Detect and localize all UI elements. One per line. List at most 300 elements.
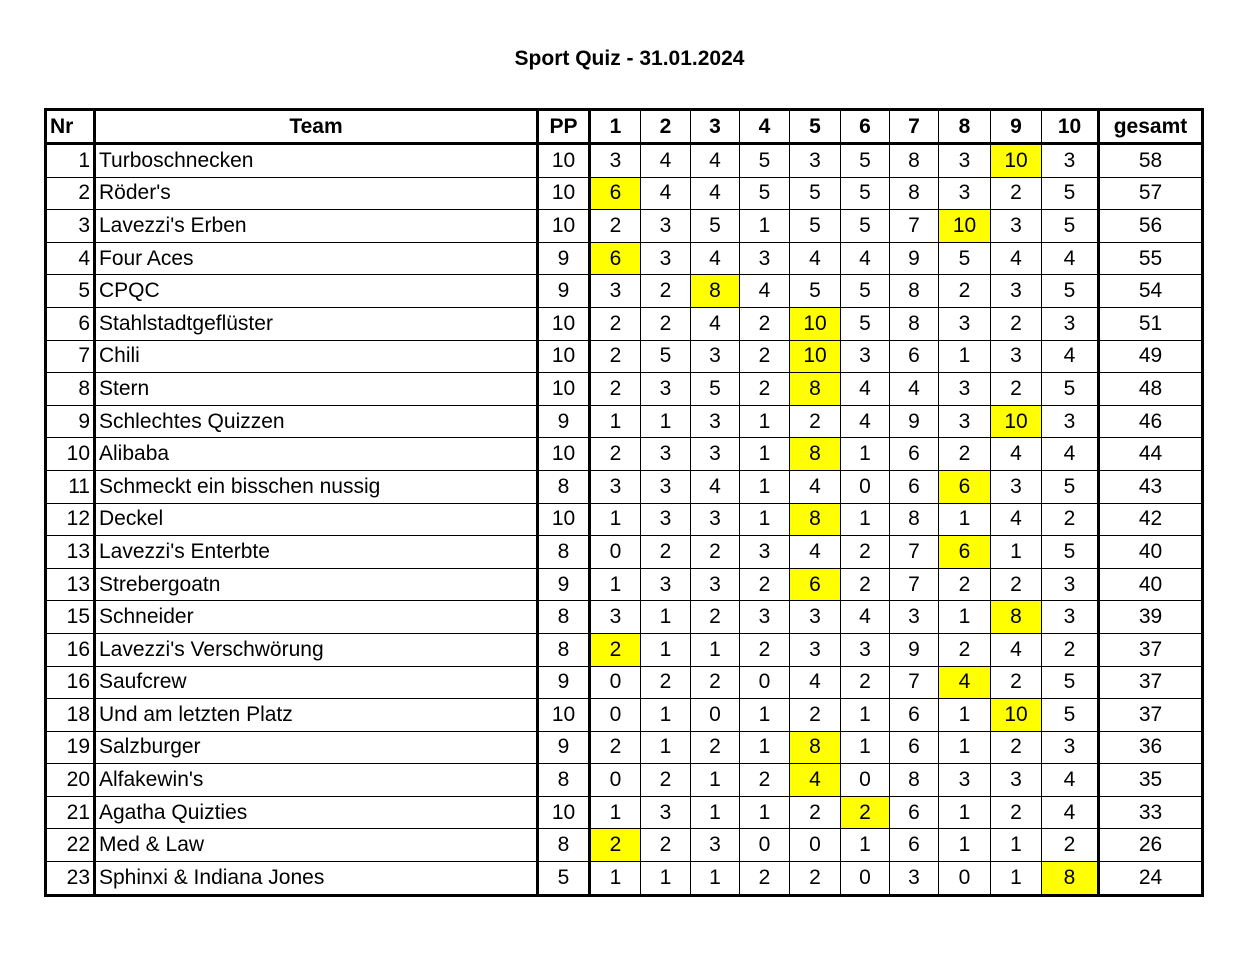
round-8-cell: 3 bbox=[939, 144, 991, 178]
pp-cell: 9 bbox=[538, 275, 590, 308]
rank-cell: 1 bbox=[46, 144, 95, 178]
round-9-cell: 1 bbox=[991, 829, 1042, 862]
round-9-cell: 10 bbox=[991, 699, 1042, 732]
round-2-cell: 2 bbox=[641, 536, 691, 569]
header-round-9: 9 bbox=[991, 110, 1042, 144]
team-name-cell: Stahlstadtgeflüster bbox=[95, 307, 538, 340]
pp-cell: 10 bbox=[538, 438, 590, 471]
round-2-cell: 2 bbox=[641, 275, 691, 308]
team-name-cell: Schneider bbox=[95, 601, 538, 634]
round-4-cell: 2 bbox=[740, 862, 790, 896]
round-4-cell: 1 bbox=[740, 470, 790, 503]
round-1-cell: 0 bbox=[590, 536, 641, 569]
round-4-cell: 1 bbox=[740, 210, 790, 243]
round-7-cell: 9 bbox=[890, 633, 939, 666]
round-8-cell: 2 bbox=[939, 633, 991, 666]
team-name-cell: Röder's bbox=[95, 177, 538, 210]
total-cell: 48 bbox=[1099, 373, 1203, 406]
round-8-cell: 1 bbox=[939, 796, 991, 829]
round-10-cell: 4 bbox=[1042, 764, 1099, 797]
round-1-cell: 3 bbox=[590, 144, 641, 178]
round-5-cell: 4 bbox=[790, 666, 841, 699]
round-1-cell: 1 bbox=[590, 405, 641, 438]
round-3-cell: 4 bbox=[691, 177, 740, 210]
round-9-cell: 4 bbox=[991, 438, 1042, 471]
pp-cell: 10 bbox=[538, 503, 590, 536]
total-cell: 26 bbox=[1099, 829, 1203, 862]
round-5-cell: 2 bbox=[790, 699, 841, 732]
round-5-cell: 2 bbox=[790, 862, 841, 896]
header-round-3: 3 bbox=[691, 110, 740, 144]
round-3-cell: 3 bbox=[691, 503, 740, 536]
team-name-cell: Four Aces bbox=[95, 242, 538, 275]
round-2-cell: 3 bbox=[641, 470, 691, 503]
round-10-cell: 8 bbox=[1042, 862, 1099, 896]
table-row bbox=[46, 633, 1203, 666]
team-name-cell: Chili bbox=[95, 340, 538, 373]
round-1-cell: 2 bbox=[590, 373, 641, 406]
pp-cell: 9 bbox=[538, 568, 590, 601]
round-6-cell: 2 bbox=[841, 666, 890, 699]
round-5-cell: 5 bbox=[790, 210, 841, 243]
round-7-cell: 8 bbox=[890, 764, 939, 797]
round-4-cell: 1 bbox=[740, 796, 790, 829]
team-name-cell: Salzburger bbox=[95, 731, 538, 764]
round-1-cell: 2 bbox=[590, 731, 641, 764]
round-6-cell: 5 bbox=[841, 307, 890, 340]
round-10-cell: 4 bbox=[1042, 438, 1099, 471]
pp-cell: 9 bbox=[538, 405, 590, 438]
round-9-cell: 3 bbox=[991, 210, 1042, 243]
round-6-cell: 5 bbox=[841, 144, 890, 178]
round-2-cell: 3 bbox=[641, 373, 691, 406]
table-row bbox=[46, 796, 1203, 829]
round-2-cell: 2 bbox=[641, 307, 691, 340]
total-cell: 49 bbox=[1099, 340, 1203, 373]
header-round-8: 8 bbox=[939, 110, 991, 144]
round-9-cell: 4 bbox=[991, 503, 1042, 536]
table-row bbox=[46, 862, 1203, 896]
round-8-cell: 10 bbox=[939, 210, 991, 243]
rank-cell: 18 bbox=[46, 699, 95, 732]
round-2-cell: 3 bbox=[641, 210, 691, 243]
round-7-cell: 6 bbox=[890, 699, 939, 732]
round-9-cell: 3 bbox=[991, 764, 1042, 797]
round-5-cell: 4 bbox=[790, 536, 841, 569]
round-4-cell: 3 bbox=[740, 536, 790, 569]
round-6-cell: 5 bbox=[841, 275, 890, 308]
round-9-cell: 2 bbox=[991, 568, 1042, 601]
pp-cell: 8 bbox=[538, 764, 590, 797]
pp-cell: 5 bbox=[538, 862, 590, 896]
header-pp: PP bbox=[538, 110, 590, 144]
round-8-cell: 1 bbox=[939, 699, 991, 732]
round-5-cell: 0 bbox=[790, 829, 841, 862]
total-cell: 54 bbox=[1099, 275, 1203, 308]
rank-cell: 20 bbox=[46, 764, 95, 797]
round-4-cell: 2 bbox=[740, 307, 790, 340]
total-cell: 24 bbox=[1099, 862, 1203, 896]
round-10-cell: 3 bbox=[1042, 405, 1099, 438]
table-row bbox=[46, 568, 1203, 601]
round-3-cell: 8 bbox=[691, 275, 740, 308]
team-name-cell: Und am letzten Platz bbox=[95, 699, 538, 732]
rank-cell: 8 bbox=[46, 373, 95, 406]
round-1-cell: 0 bbox=[590, 764, 641, 797]
round-3-cell: 1 bbox=[691, 862, 740, 896]
pp-cell: 8 bbox=[538, 829, 590, 862]
round-3-cell: 3 bbox=[691, 405, 740, 438]
round-10-cell: 5 bbox=[1042, 470, 1099, 503]
round-9-cell: 4 bbox=[991, 242, 1042, 275]
round-2-cell: 2 bbox=[641, 829, 691, 862]
round-6-cell: 4 bbox=[841, 601, 890, 634]
rank-cell: 2 bbox=[46, 177, 95, 210]
round-10-cell: 5 bbox=[1042, 666, 1099, 699]
pp-cell: 10 bbox=[538, 177, 590, 210]
round-8-cell: 3 bbox=[939, 764, 991, 797]
rank-cell: 6 bbox=[46, 307, 95, 340]
table-row bbox=[46, 731, 1203, 764]
header-round-7: 7 bbox=[890, 110, 939, 144]
rank-cell: 11 bbox=[46, 470, 95, 503]
round-9-cell: 3 bbox=[991, 275, 1042, 308]
round-8-cell: 1 bbox=[939, 503, 991, 536]
pp-cell: 8 bbox=[538, 601, 590, 634]
round-8-cell: 4 bbox=[939, 666, 991, 699]
round-3-cell: 2 bbox=[691, 731, 740, 764]
pp-cell: 8 bbox=[538, 536, 590, 569]
round-1-cell: 2 bbox=[590, 829, 641, 862]
rank-cell: 12 bbox=[46, 503, 95, 536]
round-10-cell: 5 bbox=[1042, 177, 1099, 210]
rank-cell: 5 bbox=[46, 275, 95, 308]
round-7-cell: 8 bbox=[890, 177, 939, 210]
total-cell: 40 bbox=[1099, 536, 1203, 569]
round-10-cell: 2 bbox=[1042, 503, 1099, 536]
round-8-cell: 3 bbox=[939, 373, 991, 406]
round-7-cell: 6 bbox=[890, 731, 939, 764]
rank-cell: 13 bbox=[46, 536, 95, 569]
round-8-cell: 0 bbox=[939, 862, 991, 896]
round-6-cell: 1 bbox=[841, 503, 890, 536]
round-2-cell: 4 bbox=[641, 177, 691, 210]
round-2-cell: 5 bbox=[641, 340, 691, 373]
round-7-cell: 4 bbox=[890, 373, 939, 406]
pp-cell: 10 bbox=[538, 210, 590, 243]
round-7-cell: 8 bbox=[890, 275, 939, 308]
round-4-cell: 1 bbox=[740, 731, 790, 764]
round-10-cell: 5 bbox=[1042, 210, 1099, 243]
round-6-cell: 3 bbox=[841, 340, 890, 373]
team-name-cell: CPQC bbox=[95, 275, 538, 308]
round-2-cell: 1 bbox=[641, 862, 691, 896]
round-7-cell: 3 bbox=[890, 601, 939, 634]
round-6-cell: 0 bbox=[841, 862, 890, 896]
round-6-cell: 1 bbox=[841, 829, 890, 862]
round-2-cell: 4 bbox=[641, 144, 691, 178]
round-5-cell: 3 bbox=[790, 601, 841, 634]
round-6-cell: 5 bbox=[841, 210, 890, 243]
round-6-cell: 4 bbox=[841, 242, 890, 275]
round-5-cell: 4 bbox=[790, 470, 841, 503]
round-5-cell: 4 bbox=[790, 242, 841, 275]
round-10-cell: 2 bbox=[1042, 633, 1099, 666]
rank-cell: 23 bbox=[46, 862, 95, 896]
round-10-cell: 2 bbox=[1042, 829, 1099, 862]
total-cell: 36 bbox=[1099, 731, 1203, 764]
team-name-cell: Turboschnecken bbox=[95, 144, 538, 178]
header-round-4: 4 bbox=[740, 110, 790, 144]
round-8-cell: 5 bbox=[939, 242, 991, 275]
pp-cell: 10 bbox=[538, 373, 590, 406]
round-3-cell: 2 bbox=[691, 601, 740, 634]
round-6-cell: 0 bbox=[841, 470, 890, 503]
team-name-cell: Lavezzi's Enterbte bbox=[95, 536, 538, 569]
round-9-cell: 2 bbox=[991, 731, 1042, 764]
round-4-cell: 3 bbox=[740, 242, 790, 275]
round-7-cell: 3 bbox=[890, 862, 939, 896]
round-8-cell: 1 bbox=[939, 731, 991, 764]
round-6-cell: 3 bbox=[841, 633, 890, 666]
round-9-cell: 1 bbox=[991, 536, 1042, 569]
total-cell: 35 bbox=[1099, 764, 1203, 797]
rank-cell: 22 bbox=[46, 829, 95, 862]
total-cell: 56 bbox=[1099, 210, 1203, 243]
round-2-cell: 3 bbox=[641, 438, 691, 471]
round-8-cell: 1 bbox=[939, 340, 991, 373]
round-4-cell: 5 bbox=[740, 177, 790, 210]
team-name-cell: Alfakewin's bbox=[95, 764, 538, 797]
total-cell: 57 bbox=[1099, 177, 1203, 210]
round-2-cell: 3 bbox=[641, 568, 691, 601]
round-2-cell: 2 bbox=[641, 764, 691, 797]
round-10-cell: 3 bbox=[1042, 601, 1099, 634]
round-7-cell: 9 bbox=[890, 405, 939, 438]
round-4-cell: 1 bbox=[740, 699, 790, 732]
round-6-cell: 4 bbox=[841, 405, 890, 438]
total-cell: 42 bbox=[1099, 503, 1203, 536]
round-7-cell: 8 bbox=[890, 307, 939, 340]
round-3-cell: 4 bbox=[691, 470, 740, 503]
team-name-cell: Alibaba bbox=[95, 438, 538, 471]
rank-cell: 16 bbox=[46, 666, 95, 699]
pp-cell: 10 bbox=[538, 796, 590, 829]
total-cell: 58 bbox=[1099, 144, 1203, 178]
round-8-cell: 2 bbox=[939, 568, 991, 601]
round-5-cell: 2 bbox=[790, 405, 841, 438]
round-2-cell: 3 bbox=[641, 796, 691, 829]
team-name-cell: Schlechtes Quizzen bbox=[95, 405, 538, 438]
pp-cell: 10 bbox=[538, 307, 590, 340]
round-9-cell: 2 bbox=[991, 666, 1042, 699]
table-row bbox=[46, 242, 1203, 275]
round-1-cell: 2 bbox=[590, 210, 641, 243]
round-9-cell: 3 bbox=[991, 340, 1042, 373]
round-3-cell: 3 bbox=[691, 568, 740, 601]
round-1-cell: 0 bbox=[590, 699, 641, 732]
total-cell: 33 bbox=[1099, 796, 1203, 829]
table-row bbox=[46, 699, 1203, 732]
round-1-cell: 3 bbox=[590, 275, 641, 308]
rank-cell: 10 bbox=[46, 438, 95, 471]
team-name-cell: Strebergoatn bbox=[95, 568, 538, 601]
round-10-cell: 3 bbox=[1042, 144, 1099, 178]
round-4-cell: 1 bbox=[740, 438, 790, 471]
total-cell: 37 bbox=[1099, 666, 1203, 699]
round-7-cell: 7 bbox=[890, 210, 939, 243]
total-cell: 37 bbox=[1099, 699, 1203, 732]
round-4-cell: 3 bbox=[740, 601, 790, 634]
round-5-cell: 6 bbox=[790, 568, 841, 601]
header-total: gesamt bbox=[1099, 110, 1203, 144]
rank-cell: 19 bbox=[46, 731, 95, 764]
round-4-cell: 5 bbox=[740, 144, 790, 178]
round-7-cell: 8 bbox=[890, 503, 939, 536]
round-5-cell: 5 bbox=[790, 275, 841, 308]
table-row bbox=[46, 405, 1203, 438]
round-10-cell: 5 bbox=[1042, 699, 1099, 732]
round-3-cell: 2 bbox=[691, 536, 740, 569]
rank-cell: 16 bbox=[46, 633, 95, 666]
round-6-cell: 1 bbox=[841, 438, 890, 471]
round-6-cell: 2 bbox=[841, 796, 890, 829]
round-9-cell: 2 bbox=[991, 177, 1042, 210]
round-10-cell: 4 bbox=[1042, 340, 1099, 373]
round-8-cell: 3 bbox=[939, 177, 991, 210]
round-1-cell: 0 bbox=[590, 666, 641, 699]
pp-cell: 9 bbox=[538, 666, 590, 699]
round-5-cell: 8 bbox=[790, 503, 841, 536]
round-7-cell: 8 bbox=[890, 144, 939, 178]
round-8-cell: 6 bbox=[939, 536, 991, 569]
pp-cell: 8 bbox=[538, 470, 590, 503]
round-5-cell: 8 bbox=[790, 373, 841, 406]
table-row bbox=[46, 307, 1203, 340]
round-7-cell: 9 bbox=[890, 242, 939, 275]
round-5-cell: 3 bbox=[790, 144, 841, 178]
round-8-cell: 3 bbox=[939, 307, 991, 340]
round-4-cell: 0 bbox=[740, 829, 790, 862]
round-3-cell: 0 bbox=[691, 699, 740, 732]
round-2-cell: 3 bbox=[641, 503, 691, 536]
header-nr: Nr bbox=[46, 110, 95, 144]
round-5-cell: 8 bbox=[790, 731, 841, 764]
total-cell: 46 bbox=[1099, 405, 1203, 438]
round-7-cell: 7 bbox=[890, 536, 939, 569]
team-name-cell: Agatha Quizties bbox=[95, 796, 538, 829]
table-row bbox=[46, 470, 1203, 503]
round-9-cell: 2 bbox=[991, 373, 1042, 406]
round-2-cell: 2 bbox=[641, 666, 691, 699]
round-1-cell: 1 bbox=[590, 568, 641, 601]
pp-cell: 10 bbox=[538, 699, 590, 732]
table-row bbox=[46, 666, 1203, 699]
round-9-cell: 10 bbox=[991, 144, 1042, 178]
table-row bbox=[46, 829, 1203, 862]
round-8-cell: 3 bbox=[939, 405, 991, 438]
header-round-1: 1 bbox=[590, 110, 641, 144]
round-8-cell: 2 bbox=[939, 438, 991, 471]
header-round-6: 6 bbox=[841, 110, 890, 144]
table-row bbox=[46, 438, 1203, 471]
team-name-cell: Stern bbox=[95, 373, 538, 406]
round-8-cell: 2 bbox=[939, 275, 991, 308]
round-6-cell: 4 bbox=[841, 373, 890, 406]
round-5-cell: 10 bbox=[790, 340, 841, 373]
round-4-cell: 2 bbox=[740, 764, 790, 797]
table-row bbox=[46, 764, 1203, 797]
round-7-cell: 6 bbox=[890, 438, 939, 471]
round-10-cell: 5 bbox=[1042, 275, 1099, 308]
round-7-cell: 7 bbox=[890, 568, 939, 601]
round-3-cell: 1 bbox=[691, 633, 740, 666]
team-name-cell: Schmeckt ein bisschen nussig bbox=[95, 470, 538, 503]
round-9-cell: 2 bbox=[991, 307, 1042, 340]
team-name-cell: Deckel bbox=[95, 503, 538, 536]
round-6-cell: 1 bbox=[841, 731, 890, 764]
total-cell: 44 bbox=[1099, 438, 1203, 471]
rank-cell: 13 bbox=[46, 568, 95, 601]
round-5-cell: 2 bbox=[790, 796, 841, 829]
total-cell: 55 bbox=[1099, 242, 1203, 275]
round-3-cell: 1 bbox=[691, 764, 740, 797]
round-6-cell: 2 bbox=[841, 536, 890, 569]
rank-cell: 4 bbox=[46, 242, 95, 275]
round-3-cell: 4 bbox=[691, 144, 740, 178]
results-table bbox=[44, 108, 1204, 897]
round-1-cell: 3 bbox=[590, 601, 641, 634]
pp-cell: 10 bbox=[538, 144, 590, 178]
round-6-cell: 1 bbox=[841, 699, 890, 732]
round-2-cell: 1 bbox=[641, 699, 691, 732]
round-10-cell: 3 bbox=[1042, 307, 1099, 340]
total-cell: 39 bbox=[1099, 601, 1203, 634]
round-9-cell: 2 bbox=[991, 796, 1042, 829]
table-row bbox=[46, 177, 1203, 210]
round-10-cell: 4 bbox=[1042, 796, 1099, 829]
table-row bbox=[46, 601, 1203, 634]
total-cell: 37 bbox=[1099, 633, 1203, 666]
round-1-cell: 1 bbox=[590, 796, 641, 829]
round-1-cell: 6 bbox=[590, 177, 641, 210]
round-8-cell: 1 bbox=[939, 829, 991, 862]
team-name-cell: Sphinxi & Indiana Jones bbox=[95, 862, 538, 896]
team-name-cell: Med & Law bbox=[95, 829, 538, 862]
round-3-cell: 2 bbox=[691, 666, 740, 699]
round-1-cell: 1 bbox=[590, 503, 641, 536]
round-1-cell: 2 bbox=[590, 340, 641, 373]
round-5-cell: 8 bbox=[790, 438, 841, 471]
table-row bbox=[46, 340, 1203, 373]
team-name-cell: Lavezzi's Verschwörung bbox=[95, 633, 538, 666]
round-4-cell: 2 bbox=[740, 633, 790, 666]
round-4-cell: 0 bbox=[740, 666, 790, 699]
round-7-cell: 7 bbox=[890, 666, 939, 699]
table-row bbox=[46, 373, 1203, 406]
round-2-cell: 1 bbox=[641, 601, 691, 634]
round-4-cell: 4 bbox=[740, 275, 790, 308]
pp-cell: 8 bbox=[538, 633, 590, 666]
round-4-cell: 1 bbox=[740, 405, 790, 438]
header-round-5: 5 bbox=[790, 110, 841, 144]
round-6-cell: 5 bbox=[841, 177, 890, 210]
round-1-cell: 3 bbox=[590, 470, 641, 503]
rank-cell: 21 bbox=[46, 796, 95, 829]
round-6-cell: 0 bbox=[841, 764, 890, 797]
round-10-cell: 5 bbox=[1042, 536, 1099, 569]
round-5-cell: 5 bbox=[790, 177, 841, 210]
